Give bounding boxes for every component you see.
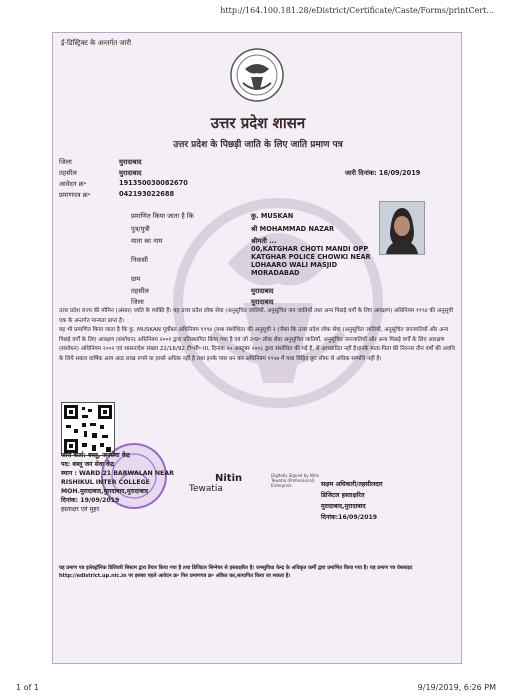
authority-line: दिनांक:16/09/2019 <box>321 514 378 521</box>
digital-issue-note: ई-डिस्ट्रिक्ट के अन्तर्गत जारी <box>61 39 132 47</box>
competent-authority <box>321 479 451 523</box>
caste-certificate <box>52 32 462 664</box>
qr-code-icon <box>61 402 115 456</box>
body-paragraph: यह भी प्रमाणित किया जाता है कि कु. MUSKAN पूर्वोक्त अधिनियम १९९४ (यथा संशोधित) की अनुसूची २ (जैसा कि उत्तर प्रदेश लोक सेवा (अनुसूचित जातियों, अनुसूचित जनजातियों और अन्य पिछड़े वर्गों के लिए आरक्षण (संशोधन) अधिनियम २००१ द्वारा प्रतिस्थापित किया गया है एवं जो उ॰प्र॰ लोक सेवा अनुसूचित जातियों, अनुसूचित जनजातियों और अन्य पिछड़े वर्गों के लिए आरक्षण (संशोधन) अधिनियम २००२ एवं शासनादेश संख्या 22/16/92 टी॰सी॰-III, दिनांक २० अक्टूबर २००८ द्वारा संशोधित की गई है, से आच्छादित नहीं है।इनके माता-पिता की निरन्तर तीन वर्षो की अवधि के लिये सकल वार्षिक आय आठ लाख रुपये या इससे अधिक नहीं है तथा इनके पास धन कर अधिनियम १९५७ में यथा विहित छूट सीमा से अधिक सम्पत्ति नहीं है। <box>59 327 455 362</box>
issuer-line: MOH.मुरादाबाद,मुरादाबाद,मुरादाबाद <box>61 488 149 495</box>
mother-label: माता का नाम <box>131 237 163 245</box>
verification-disclaimer: यह प्रमाण पत्र इलेक्ट्रॉनिक डिलिवरी सिस्टम द्वारा तैयार किया गया है तथा डिजिटल सिग्नेचर से हस्ताक्षरित है। जनसुविधा केन्द्र के अधिकृत कर्मी द्वारा प्रमाणित किया गया है। यह प्रमाण पत्र वेबसाइट http://edistrict.up.nic.in पर इसका पहले आवेदन क्र॰ फिर प्रमाणपत्र क्र॰ अंकित कर,सत्यापित किया जा सकता है। <box>59 565 413 579</box>
person-photo-icon <box>380 202 424 254</box>
issue-date-label: जारी दिनांक: <box>345 169 377 177</box>
issuer-details <box>61 451 174 514</box>
village-label: ग्राम <box>131 275 141 283</box>
tehsil-value: मुरादाबाद <box>119 169 142 177</box>
browser-url: http://164.100.181.28/eDistrict/Certificate/Caste/Forms/printCert... <box>220 6 494 15</box>
up-emblem-icon <box>229 47 285 103</box>
tehsil2-value: मुरादाबाद <box>251 287 274 295</box>
signature-meta: Digitally Signed by Nitin Tewatia (Professional) Enterprise <box>271 473 320 488</box>
issuer-line: स्थान : WARD 21 BARWALAN NEAR <box>61 470 174 477</box>
certify-label: प्रमाणित किया जाता है कि <box>131 212 194 220</box>
applicant-name: कु. MUSKAN <box>251 212 294 220</box>
authority-line: सक्षम अधिकारी/तहसीलदार <box>321 481 383 488</box>
issue-date-value: 16/09/2019 <box>378 169 421 177</box>
digital-signature <box>189 473 243 494</box>
certificate-title: उत्तर प्रदेश के पिछड़ी जाति के लिए जाति प्रमाण पत्र <box>173 140 343 150</box>
application-no-value: 191350030082670 <box>119 179 188 187</box>
tehsil-label: तहसील <box>59 169 77 177</box>
district2-value: मुरादाबाद <box>251 298 274 306</box>
certificate-no-label: प्रमाणपत्र क्र॰ <box>59 191 91 199</box>
mother-name: श्रीमती ... <box>251 237 277 245</box>
address-value: 00,KATGHAR CHOTI MANDI OPP KATGHAR POLICE CHOWKI NEAR LOHAARO WALI MASJID MORADABAD <box>251 245 371 277</box>
tehsil2-label: तहसील <box>131 287 149 295</box>
issuer-line: हस्ताक्षर एवं मुहर <box>61 506 100 513</box>
issuer-line: पद: बब्लू जन सेवा केंद्र <box>61 461 115 468</box>
certificate-body <box>59 307 457 365</box>
applicant-photo <box>379 201 425 255</box>
body-paragraph: उत्तर प्रदेश राज्य की मोमिन (अंसार) जाति के व्यक्ति हैं। यह उत्तर प्रदेश लोक सेवा (अनुसूचित जातियों, अनुसूचित जन जातियों तथा अन्य पिछड़े वर्गों के लिए आरक्षण) अधिनियम १९९४ की अनुसूची एक के अन्तर्गत मान्यता प्राप्त है। <box>59 308 454 324</box>
relation-label: पुत्र/पुत्री <box>131 225 150 233</box>
district-value: मुरादाबाद <box>119 158 142 166</box>
authority-line: डिजिटल हस्ताक्षरित <box>321 492 365 499</box>
government-title: उत्तर प्रदेश शासन <box>210 114 306 132</box>
issuer-line: RISHIKUL INTER COLLEGE <box>61 479 150 486</box>
resident-label: निवासी <box>131 256 148 264</box>
page-indicator: 1 of 1 <box>16 683 39 692</box>
authority-line: मुरादाबाद,मुरादाबाद <box>321 503 366 510</box>
signer-first-name: Nitin <box>215 473 243 484</box>
district-label: जिला <box>59 158 72 166</box>
issuer-line: दिनांक: 19/09/2019 <box>61 497 120 504</box>
father-name: श्री MOHAMMAD NAZAR <box>251 225 335 233</box>
application-no-label: आवेदन क्र॰ <box>59 180 87 188</box>
signer-last-name: Tewatia <box>189 484 223 494</box>
print-datetime: 9/19/2019, 6:26 PM <box>417 683 496 692</box>
district2-label: जिला <box>131 298 144 306</box>
issuer-line: जारी कर्ता: बब्लू, जनसेवा केंद्र <box>61 452 130 459</box>
issue-date <box>345 168 420 177</box>
certificate-no-value: 042193022688 <box>119 190 175 198</box>
